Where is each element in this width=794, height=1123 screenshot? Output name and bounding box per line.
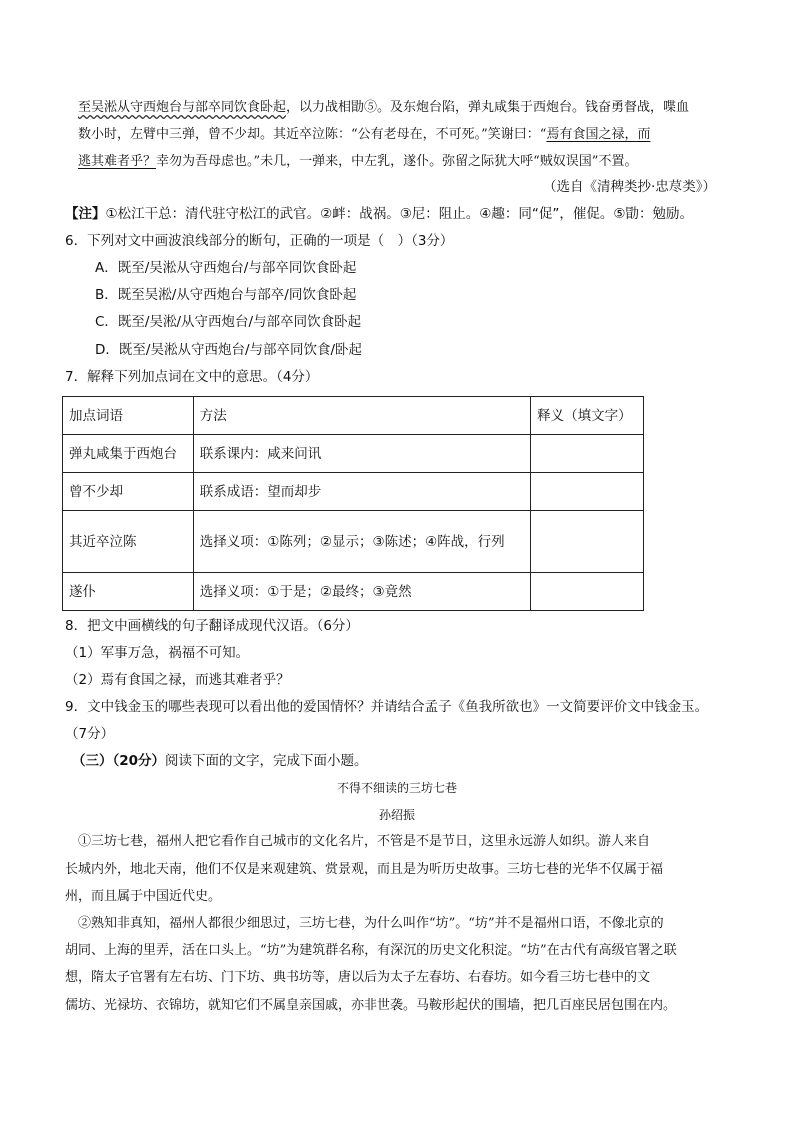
table-header-cell: 方法 [193,397,530,435]
article-line: 长城内外，地北天南，他们不仅是来观建筑、赏景观，而且是为听历史故事。三坊七巷的光华不仅属于福 [65,862,664,877]
q6-option-d: D．既至/吴淞从守西炮台/与部卒同饮食/卧起 [95,342,363,358]
table-cell: 弹丸咸集于西炮台 [63,435,194,473]
q9-score: （7分） [65,726,115,742]
wavy-underlined-text: 至吴淞从守西炮台与部卒同饮食卧起 [78,100,287,115]
table-cell: 联系成语：望而却步 [193,473,530,511]
article-line: 州，而且属于中国近代史。 [65,889,222,904]
table-cell: 其近卒泣陈 [63,511,194,573]
answer-cell[interactable] [531,473,644,511]
table-cell: 曾不少却 [63,473,194,511]
section-3-heading: （三）（20分）阅读下面的文字，完成下面小题。 [72,753,368,769]
article-line: 儒坊、光禄坊、衣锦坊，就知它们不属皇亲国戚，亦非世袭。马鞍形起伏的围墙，把几百座民居包围在内。 [65,998,677,1013]
table-header-cell: 加点词语 [63,397,194,435]
table-row [63,511,644,573]
article-line: ②熟知非真知，福州人都很少细思过，三坊七巷，为什么叫作“坊”。“坊”并不是福州口语，不像北京的 [78,916,664,931]
article-line: ①三坊七巷，福州人把它看作自己城市的文化名片，不管是不是节日，这里永远游人如织。游人来自 [78,834,651,849]
table-header-row [63,397,644,435]
q7-stem: 7．解释下列加点词在文中的意思。（4分） [65,369,319,385]
table-row [63,573,644,611]
q9-stem: 9．文中钱金玉的哪些表现可以看出他的爱国情怀？并请结合孟子《鱼我所欲也》一文简要评价文中钱金玉。 [65,699,709,715]
q8-item-1: （1）军事万急，祸福不可知。 [65,645,250,661]
article-title: 不得不细读的三坊七巷 [336,781,457,795]
table-cell: 联系课内：咸来问讯 [193,435,530,473]
table-row [63,473,644,511]
table-cell: 选择义项：①陈列；②显示；③陈述；④阵战，行列 [193,511,530,573]
note: 【注】①松江干总：清代驻守松江的武官。②衅：战祸。③尼：阻止。④趣：同“促”，催促。⑤勖：勉励。 [65,206,693,222]
underlined-text: 焉有食国之禄，而 [546,127,651,142]
q8-item-2: （2）焉有食国之禄，而逃其难者乎？ [65,672,290,688]
q7-table [62,396,644,611]
article-author: 孙绍振 [378,808,415,822]
table-cell: 选择义项：①于是；②最终；③竟然 [193,573,530,611]
passage-line-3: 逃其难者乎？幸勿为吾母虑也。”未几，一弹来，中左乳，遂仆。弥留之际犹大呼“贼奴误国”不置。 [78,154,638,169]
q6-option-a: A．既至/吴淞从守西炮台/与部卒同饮食卧起 [95,260,357,276]
q6-stem: 6．下列对文中画波浪线部分的断句，正确的一项是（ ）（3分） [65,233,454,249]
q6-option-c: C．既至/吴淞/从守西炮台/与部卒同饮食卧起 [95,314,362,330]
q8-stem: 8．把文中画横线的句子翻译成现代汉语。（6分） [65,618,359,634]
article-line: 想，隋太子官署有左右坊、门下坊、典书坊等，唐以后为太子左春坊、右春坊。如今看三坊七巷中的文 [65,970,651,985]
article-line: 胡同、上海的里弄，活在口头上。“坊”为建筑群名称，有深沉的历史文化积淀。“坊”在古代有高级官署之联 [65,943,677,958]
q6-option-b: B．既至吴淞/从守西炮台与部卒/同饮食卧起 [95,287,357,303]
passage-line-1: 至吴淞从守西炮台与部卒同饮食卧起，以力战相勖⑤。及东炮台陷，弹丸咸集于西炮台。钱奋勇督战，喋血 [78,100,690,115]
table-header-cell: 释义（填文字） [531,397,644,435]
answer-cell[interactable] [531,573,644,611]
passage-line-2: 数小时，左臂中三弹，曾不少却。其近卒泣陈：“公有老母在，不可死。”笑谢曰：“焉有食国之禄，而 [78,127,651,142]
note-label: 【注】 [65,206,106,222]
answer-cell[interactable] [531,511,644,573]
passage-source: （选自《清稗类抄·忠荩类》） [542,179,716,195]
underlined-text: 逃其难者乎？ [78,154,157,169]
table-cell: 遂仆 [63,573,194,611]
answer-cell[interactable] [531,435,644,473]
table-row [63,435,644,473]
